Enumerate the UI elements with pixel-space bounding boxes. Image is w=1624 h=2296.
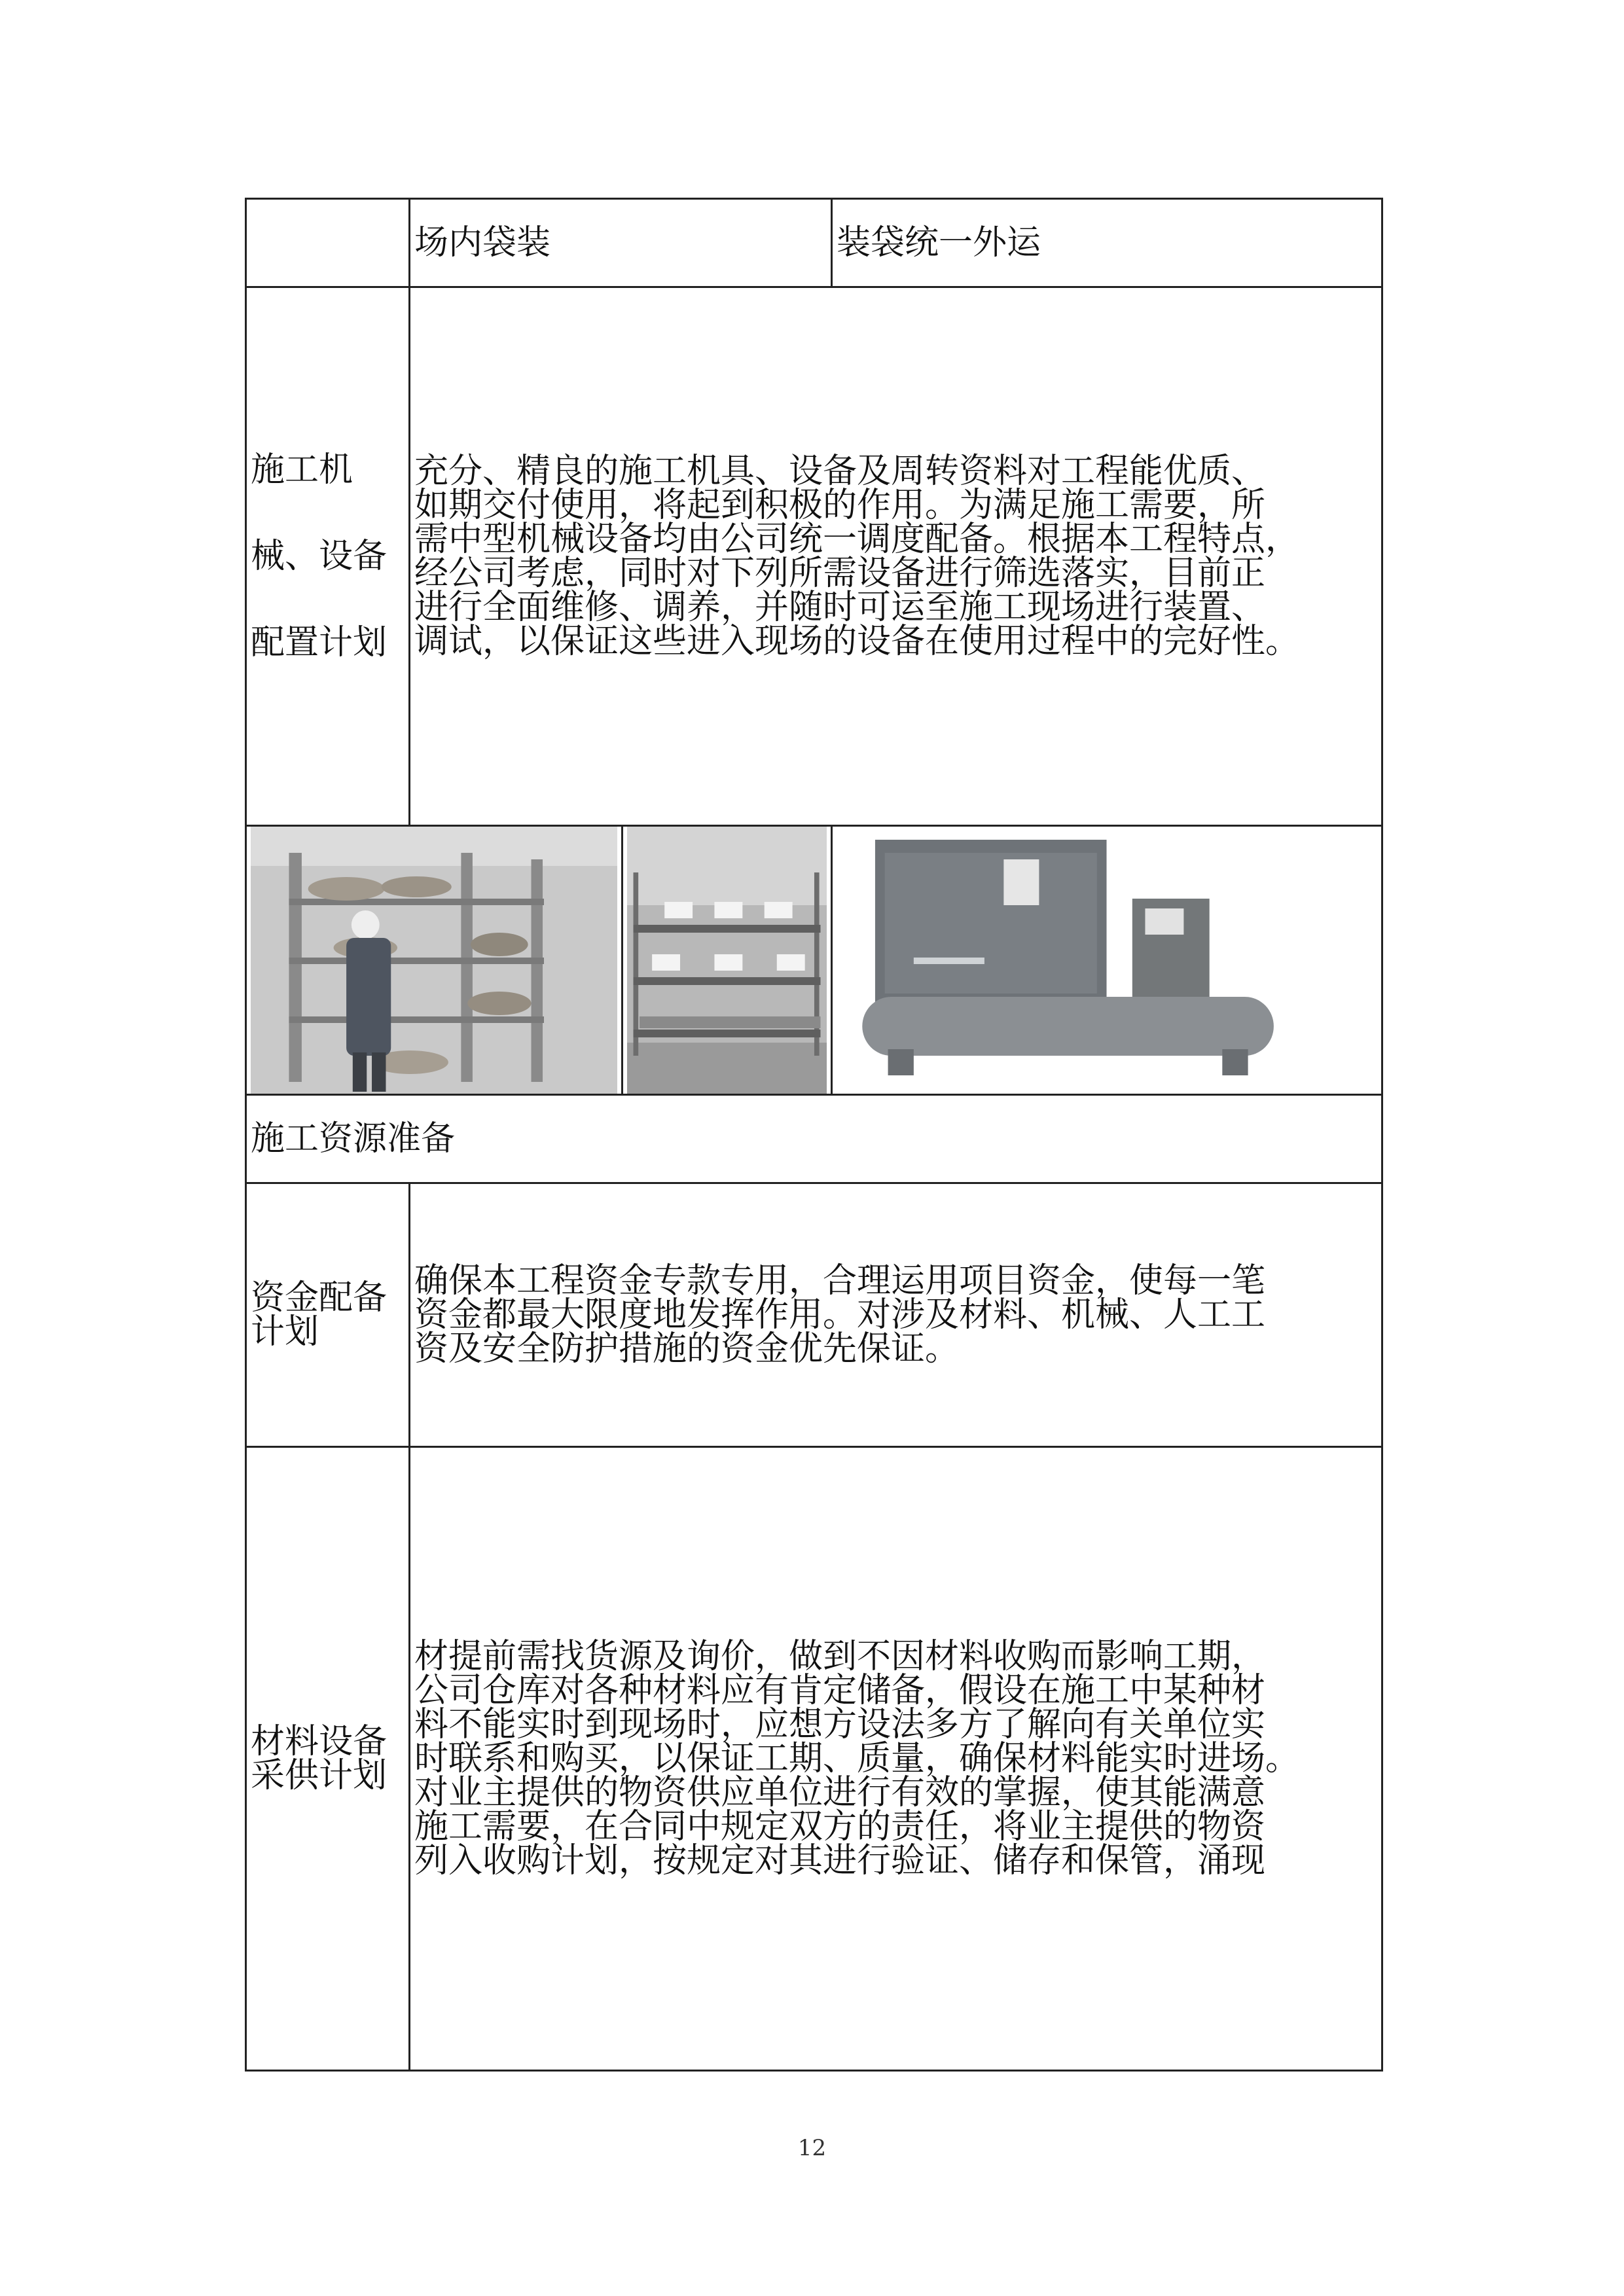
mechanical-line: 需中型机械设备均由公司统一调度配备。根据本工程特点， — [414, 520, 1300, 559]
materials-plan-label — [246, 1447, 410, 2071]
table-row-funding — [246, 1183, 1382, 1447]
empty-label-cell — [246, 199, 410, 287]
funding-line: 确保本工程资金专款专用，合理运用项目资金，使每一笔 — [414, 1261, 1266, 1300]
table-row-photos — [246, 826, 1382, 1095]
mechanical-plan-text — [410, 287, 1382, 826]
funding-plan-label — [246, 1183, 410, 1447]
mechanical-line: 经公司考虑，同时对下列所需设备进行筛选落实，目前正 — [414, 554, 1266, 593]
table-row-top — [246, 199, 1382, 287]
materials-line: 列入收购计划，按规定对其进行验证、储存和保管，涌现 — [414, 1841, 1266, 1880]
photo-cell-1 — [246, 826, 623, 1095]
construction-plan-table — [245, 198, 1383, 2072]
materials-line: 公司仓库对各种材料应有肯定储备，假设在施工中某种材 — [414, 1671, 1266, 1710]
bagged-transport-cell: 装袋统一外运 — [832, 199, 1382, 287]
on-site-bagging-cell: 场内袋装 — [410, 199, 832, 287]
page-number: 12 — [797, 2135, 827, 2161]
funding-line: 资金都最大限度地发挥作用。对涉及材料、机械、人工工 — [414, 1295, 1266, 1335]
materials-line: 时联系和购买，以保证工期、质量，确保材料能实时进场。 — [414, 1739, 1300, 1778]
table-row-mechanical — [246, 287, 1382, 826]
materials-plan-text — [410, 1447, 1382, 2071]
mechanical-plan-label-text: 施工机械、设备配置计划 — [251, 450, 388, 662]
mechanical-line: 调试，以保证这些进入现场的设备在使用过程中的完好性。 — [414, 622, 1300, 661]
materials-plan-label-text: 材料设备采供计划 — [251, 1722, 388, 1795]
mechanical-plan-label — [246, 287, 410, 826]
mechanical-line: 如期交付使用，将起到积极的作用。为满足施工需要，所 — [414, 486, 1266, 525]
table-row-materials — [246, 1447, 1382, 2071]
photo-cell-3 — [832, 826, 1382, 1095]
funding-plan-text — [410, 1183, 1382, 1447]
mechanical-line: 充分、精良的施工机具、设备及周转资料对工程能优质、 — [414, 452, 1266, 491]
table-row-resources-header — [246, 1095, 1382, 1183]
materials-line: 施工需要，在合同中规定双方的责任，将业主提供的物资 — [414, 1807, 1266, 1846]
photo-cell-2 — [623, 826, 832, 1095]
funding-plan-label-text: 资金配备计划 — [251, 1278, 388, 1352]
materials-line: 料不能实时到现场时，应想方设法多方了解向有关单位实 — [414, 1705, 1266, 1744]
resources-header: 施工资源准备 — [246, 1095, 1382, 1183]
warehouse-worker-shelves-photo — [251, 827, 617, 1094]
funding-line: 资及安全防护措施的资金优先保证。 — [414, 1329, 960, 1369]
air-compressor-photo — [837, 827, 1377, 1094]
materials-line: 对业主提供的物资供应单位进行有效的掌握，使其能满意 — [414, 1773, 1266, 1812]
mechanical-line: 进行全面维修、调养，并随时可运至施工现场进行装置、 — [414, 588, 1266, 627]
materials-line: 材提前需找货源及询价，做到不因材料收购而影响工期， — [414, 1637, 1266, 1676]
storage-racks-photo — [627, 827, 827, 1094]
